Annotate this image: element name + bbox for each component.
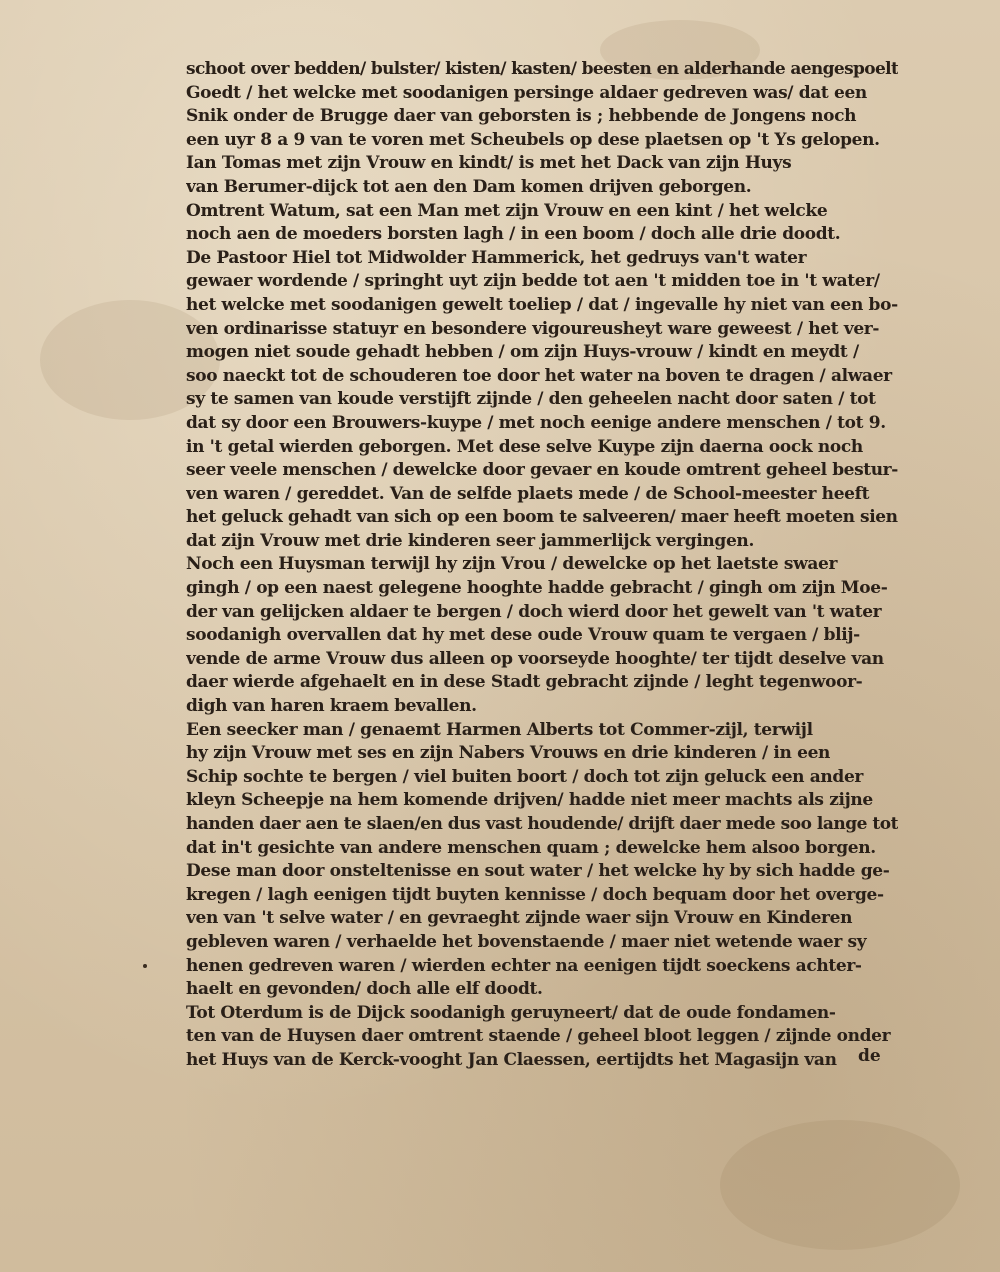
text-line: Ian Tomas met zijn Vrouw en kindt/ is met het Dack van zijn Huys <box>186 153 792 174</box>
text-line: het geluck gehadt van sich op een boom te salveeren/ maer heeft moeten sien <box>186 507 898 528</box>
text-line: digh van haren kraem bevallen. <box>186 696 477 717</box>
text-line: hy zijn Vrouw met ses en zijn Nabers Vrouws en drie kinderen / in een <box>186 743 831 764</box>
text-line: Goedt / het welcke met soodanigen persinge aldaer gedreven was/ dat een <box>186 82 867 103</box>
text-line: ven waren / gereddet. Van de selfde plaets mede / de School-meester heeft <box>186 483 870 504</box>
text-line: soodanigh overvallen dat hy met dese oude Vrouw quam te vergaen / blij- <box>186 625 860 646</box>
text-line: dat zijn Vrouw met drie kinderen seer jammerlijck vergingen. <box>186 530 755 551</box>
text-line: dat in't gesichte van andere menschen quam ; dewelcke hem alsoo borgen. <box>186 837 876 858</box>
text-line: Noch een Huysman terwijl hy zijn Vrou / dewelcke op het laetste swaer <box>186 554 838 575</box>
text-line: het Huys van de Kerck-vooght Jan Claessen, eertijdts het Magasijn van <box>186 1049 837 1070</box>
text-line: Dese man door onsteltenisse en sout water / het welcke hy by sich hadde ge- <box>186 861 890 882</box>
text-line: seer veele menschen / dewelcke door gevaer en koude omtrent geheel bestur- <box>186 460 898 481</box>
text-line: sy te samen van koude verstijft zijnde / den geheelen nacht door saten / tot <box>186 389 876 410</box>
text-line: dat sy door een Brouwers-kuype / met noch eenige andere menschen / tot 9. <box>186 412 886 433</box>
text-line: gingh / op een naest gelegene hooghte hadde gebracht / gingh om zijn Moe- <box>186 578 888 599</box>
text-line: gebleven waren / verhaelde het bovenstaende / maer niet wetende waer sy <box>186 931 867 952</box>
text-line: ven van 't selve water / en gevraeght zijnde waer sijn Vrouw en Kinderen <box>186 908 853 929</box>
paper-stain <box>720 1120 960 1250</box>
text-line: der van gelijcken aldaer te bergen / doch wierd door het gewelt van 't water <box>186 601 882 622</box>
text-line: gewaer wordende / springht uyt zijn bedde tot aen 't midden toe in 't water/ <box>186 271 880 292</box>
text-line: het welcke met soodanigen gewelt toeliep / dat / ingevalle hy niet van een bo- <box>186 294 898 315</box>
text-line: soo naeckt tot de schouderen toe door het water na boven te dragen / alwaer <box>186 365 892 386</box>
text-line: Tot Oterdum is de Dijck soodanigh geruyneert/ dat de oude fondamen- <box>186 1002 836 1023</box>
catchword: de <box>858 1046 881 1066</box>
text-line: Snik onder de Brugge daer van geborsten is ; hebbende de Jongens noch <box>186 106 857 127</box>
text-line: ven ordinarisse statuyr en besondere vigoureusheyt ware geweest / het ver- <box>186 318 880 339</box>
text-line: een uyr 8 a 9 van te voren met Scheubels op dese plaetsen op 't Ys gelopen. <box>186 129 880 150</box>
text-line: mogen niet soude gehadt hebben / om zijn Huys-vrouw / kindt en meydt / <box>186 342 859 363</box>
ink-dot <box>143 964 147 968</box>
text-line: kleyn Scheepje na hem komende drijven/ hadde niet meer machts als zijne <box>186 790 873 811</box>
text-line: vende de arme Vrouw dus alleen op voorseyde hooghte/ ter tijdt deselve van <box>186 648 884 669</box>
text-line: kregen / lagh eenigen tijdt buyten kennisse / doch bequam door het overge- <box>186 884 884 905</box>
text-line: Omtrent Watum, sat een Man met zijn Vrouw en een kint / het welcke <box>186 200 828 221</box>
text-line: Een seecker man / genaemt Harmen Alberts tot Commer-zijl, terwijl <box>186 719 813 740</box>
text-line: De Pastoor Hiel tot Midwolder Hammerick, het gedruys van't water <box>186 247 807 268</box>
text-line: noch aen de moeders borsten lagh / in een boom / doch alle drie doodt. <box>186 224 841 245</box>
text-line: schoot over bedden/ bulster/ kisten/ kasten/ beesten en alderhande aengespoelt <box>186 59 898 79</box>
text-line: henen gedreven waren / wierden echter na eenigen tijdt soeckens achter- <box>186 955 862 976</box>
text-line: ten van de Huysen daer omtrent staende / geheel bloot leggen / zijnde onder <box>186 1026 891 1047</box>
text-line: handen daer aen te slaen/en dus vast houdende/ drijft daer mede soo lange tot <box>186 814 898 834</box>
text-line: Schip sochte te bergen / viel buiten boort / doch tot zijn geluck een ander <box>186 766 864 787</box>
body-text <box>186 58 898 1073</box>
text-line: daer wierde afgehaelt en in dese Stadt gebracht zijnde / leght tegenwoor- <box>186 672 863 693</box>
text-line: van Berumer-dijck tot aen den Dam komen drijven geborgen. <box>186 176 752 197</box>
text-line: in 't getal wierden geborgen. Met dese selve Kuype zijn daerna oock noch <box>186 436 863 457</box>
text-line: haelt en gevonden/ doch alle elf doodt. <box>186 979 543 1000</box>
